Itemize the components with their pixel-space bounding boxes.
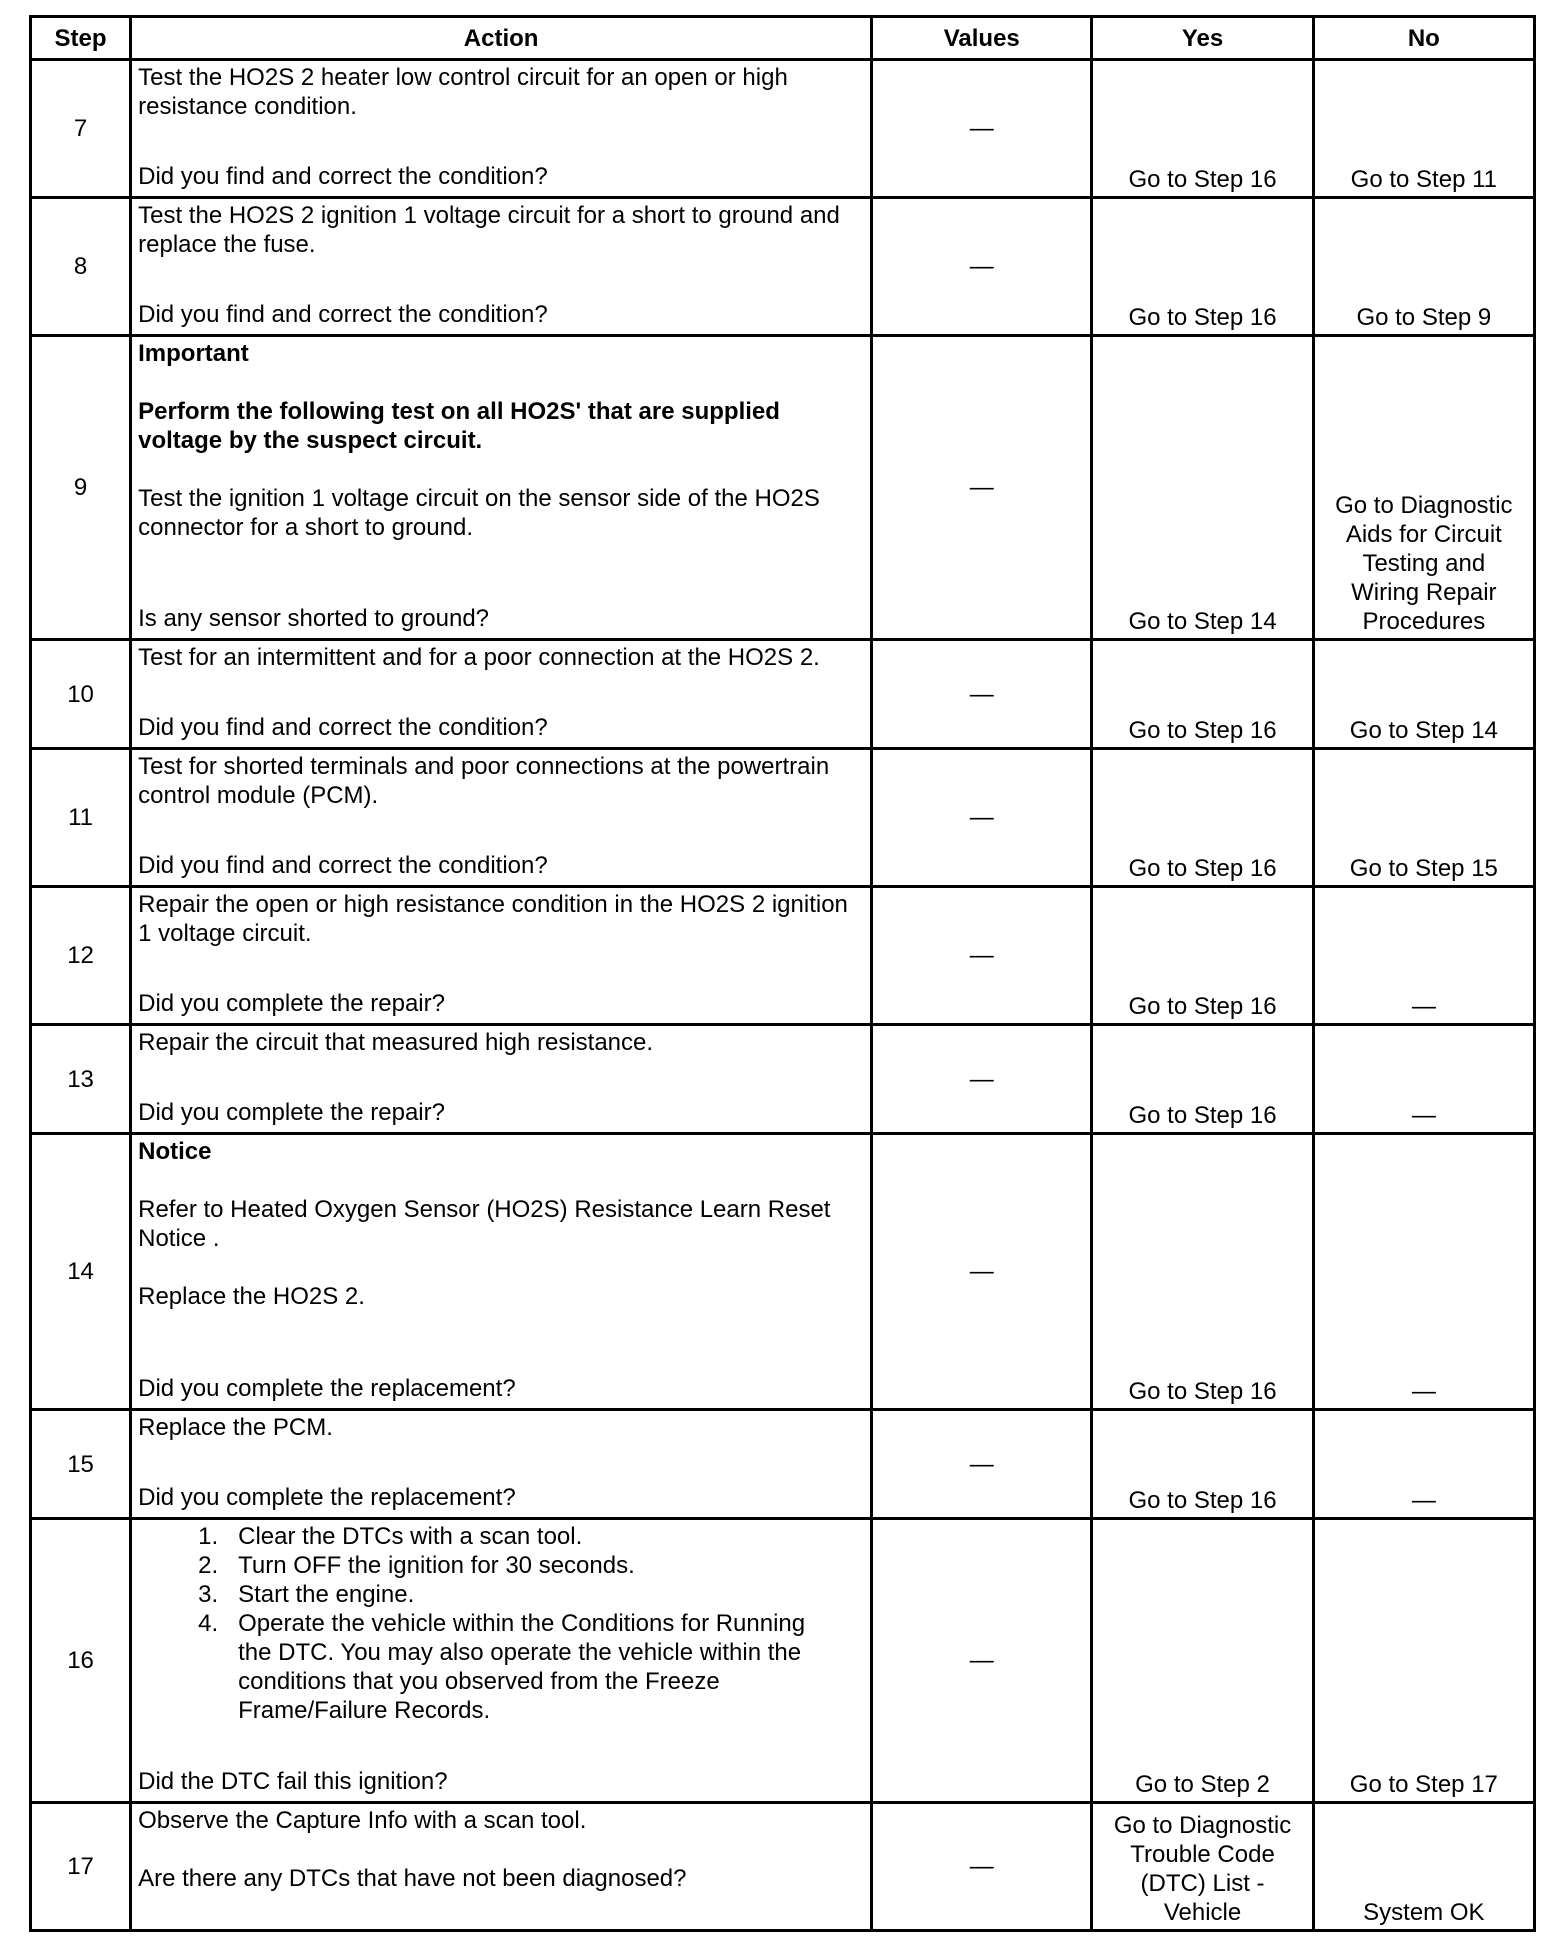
- action-cell: [131, 640, 872, 749]
- table-row: [31, 336, 1535, 640]
- step-number: 12: [31, 887, 131, 1025]
- yes-result: Go to Step 14: [1092, 336, 1313, 640]
- yes-result: Go to Step 16: [1092, 60, 1313, 198]
- important-heading: Important: [138, 340, 249, 367]
- no-result: Go to Step 14: [1313, 640, 1534, 749]
- action-cell: [131, 60, 872, 198]
- action-cell: [131, 1803, 872, 1931]
- table-row: [31, 60, 1535, 198]
- step-number: 14: [31, 1134, 131, 1410]
- action-cell: [131, 336, 872, 640]
- no-result: —: [1313, 887, 1534, 1025]
- action-cell: [131, 198, 872, 336]
- action-text: Test the HO2S 2 heater low control circuit for an open or high resistance condition.: [138, 64, 788, 120]
- yes-result: Go to Step 16: [1092, 749, 1313, 887]
- table-row: [31, 749, 1535, 887]
- header-action: Action: [131, 17, 872, 60]
- values-cell: —: [872, 1025, 1092, 1134]
- list-item: 4. Operate the vehicle within the Conditions for Running the DTC. You may also operate the vehicle within the conditions that you observed from the Freeze Frame/Failure Records.: [198, 1610, 806, 1724]
- values-cell: —: [872, 887, 1092, 1025]
- notice-text: Refer to Heated Oxygen Sensor (HO2S) Resistance Learn Reset Notice .: [138, 1196, 831, 1252]
- step-number: 11: [31, 749, 131, 887]
- notice-heading: Notice: [138, 1138, 212, 1165]
- header-no: No: [1313, 17, 1534, 60]
- yes-result: Go to Diagnostic Trouble Code (DTC) List - Vehicle: [1092, 1803, 1313, 1931]
- action-text: Test for an intermittent and for a poor connection at the HO2S 2.: [138, 644, 820, 671]
- action-question: Did you complete the replacement?: [138, 1375, 516, 1402]
- action-cell: [131, 887, 872, 1025]
- table-row: [31, 1134, 1535, 1410]
- action-question: Did you find and correct the condition?: [138, 852, 548, 879]
- no-result: Go to Diagnostic Aids for Circuit Testing and Wiring Repair Procedures: [1313, 336, 1534, 640]
- no-result: Go to Step 17: [1313, 1519, 1534, 1803]
- list-item: 1. Clear the DTCs with a scan tool.: [198, 1523, 583, 1550]
- yes-result: Go to Step 16: [1092, 198, 1313, 336]
- values-cell: —: [872, 60, 1092, 198]
- table-row: [31, 1803, 1535, 1931]
- procedure-list: [138, 1522, 864, 1725]
- action-cell: [131, 1025, 872, 1134]
- no-result: —: [1313, 1410, 1534, 1519]
- values-cell: —: [872, 1410, 1092, 1519]
- action-question: Did you find and correct the condition?: [138, 714, 548, 741]
- no-result: Go to Step 15: [1313, 749, 1534, 887]
- yes-result: Go to Step 16: [1092, 1134, 1313, 1410]
- values-cell: —: [872, 1134, 1092, 1410]
- yes-result: Go to Step 16: [1092, 640, 1313, 749]
- action-text: Repair the circuit that measured high resistance.: [138, 1029, 654, 1056]
- action-cell: [131, 1134, 872, 1410]
- yes-result: Go to Step 2: [1092, 1519, 1313, 1803]
- yes-result: Go to Step 16: [1092, 1410, 1313, 1519]
- action-cell: [131, 749, 872, 887]
- no-result: —: [1313, 1025, 1534, 1134]
- step-number: 17: [31, 1803, 131, 1931]
- table-row: [31, 198, 1535, 336]
- important-text: Perform the following test on all HO2S' that are supplied voltage by the suspect circuit.: [138, 398, 780, 454]
- list-item: 3. Start the engine.: [198, 1581, 415, 1608]
- action-question: Did you complete the repair?: [138, 1099, 445, 1126]
- no-result: System OK: [1313, 1803, 1534, 1931]
- no-result: —: [1313, 1134, 1534, 1410]
- values-cell: —: [872, 198, 1092, 336]
- action-text: Repair the open or high resistance condition in the HO2S 2 ignition 1 voltage circuit.: [138, 891, 848, 947]
- table-row: [31, 1519, 1535, 1803]
- values-cell: —: [872, 336, 1092, 640]
- step-number: 8: [31, 198, 131, 336]
- action-question: Did you find and correct the condition?: [138, 301, 548, 328]
- step-number: 16: [31, 1519, 131, 1803]
- yes-result: Go to Step 16: [1092, 887, 1313, 1025]
- header-step: Step: [31, 17, 131, 60]
- header-row: [31, 17, 1535, 60]
- yes-result: Go to Step 16: [1092, 1025, 1313, 1134]
- action-text: Test the HO2S 2 ignition 1 voltage circuit for a short to ground and replace the fuse.: [138, 202, 840, 258]
- list-item: 2. Turn OFF the ignition for 30 seconds.: [198, 1552, 635, 1579]
- action-text: Test the ignition 1 voltage circuit on the sensor side of the HO2S connector for a short to ground.: [138, 485, 820, 541]
- table-row: [31, 1025, 1535, 1134]
- table-row: [31, 1410, 1535, 1519]
- diagnostic-document: [29, 15, 1536, 1932]
- action-text: Replace the PCM.: [138, 1414, 333, 1441]
- no-result: Go to Step 9: [1313, 198, 1534, 336]
- no-result: Go to Step 11: [1313, 60, 1534, 198]
- action-question: Is any sensor shorted to ground?: [138, 605, 490, 632]
- values-cell: —: [872, 640, 1092, 749]
- action-question: Did the DTC fail this ignition?: [138, 1768, 448, 1795]
- values-cell: —: [872, 1803, 1092, 1931]
- step-number: 15: [31, 1410, 131, 1519]
- step-number: 13: [31, 1025, 131, 1134]
- step-number: 9: [31, 336, 131, 640]
- diagnostic-table: [29, 15, 1536, 1932]
- values-cell: —: [872, 1519, 1092, 1803]
- header-values: Values: [872, 17, 1092, 60]
- action-question: Did you complete the replacement?: [138, 1484, 516, 1511]
- action-text: Replace the HO2S 2.: [138, 1283, 365, 1310]
- action-question: Did you complete the repair?: [138, 990, 445, 1017]
- action-cell: [131, 1410, 872, 1519]
- action-text: Test for shorted terminals and poor connections at the powertrain control module (PCM).: [138, 753, 830, 809]
- step-number: 10: [31, 640, 131, 749]
- step-number: 7: [31, 60, 131, 198]
- action-question: Are there any DTCs that have not been diagnosed?: [138, 1865, 687, 1892]
- values-cell: —: [872, 749, 1092, 887]
- table-row: [31, 887, 1535, 1025]
- action-question: Did you find and correct the condition?: [138, 163, 548, 190]
- action-cell: [131, 1519, 872, 1803]
- action-text: Observe the Capture Info with a scan tool.: [138, 1807, 587, 1834]
- table-row: [31, 640, 1535, 749]
- header-yes: Yes: [1092, 17, 1313, 60]
